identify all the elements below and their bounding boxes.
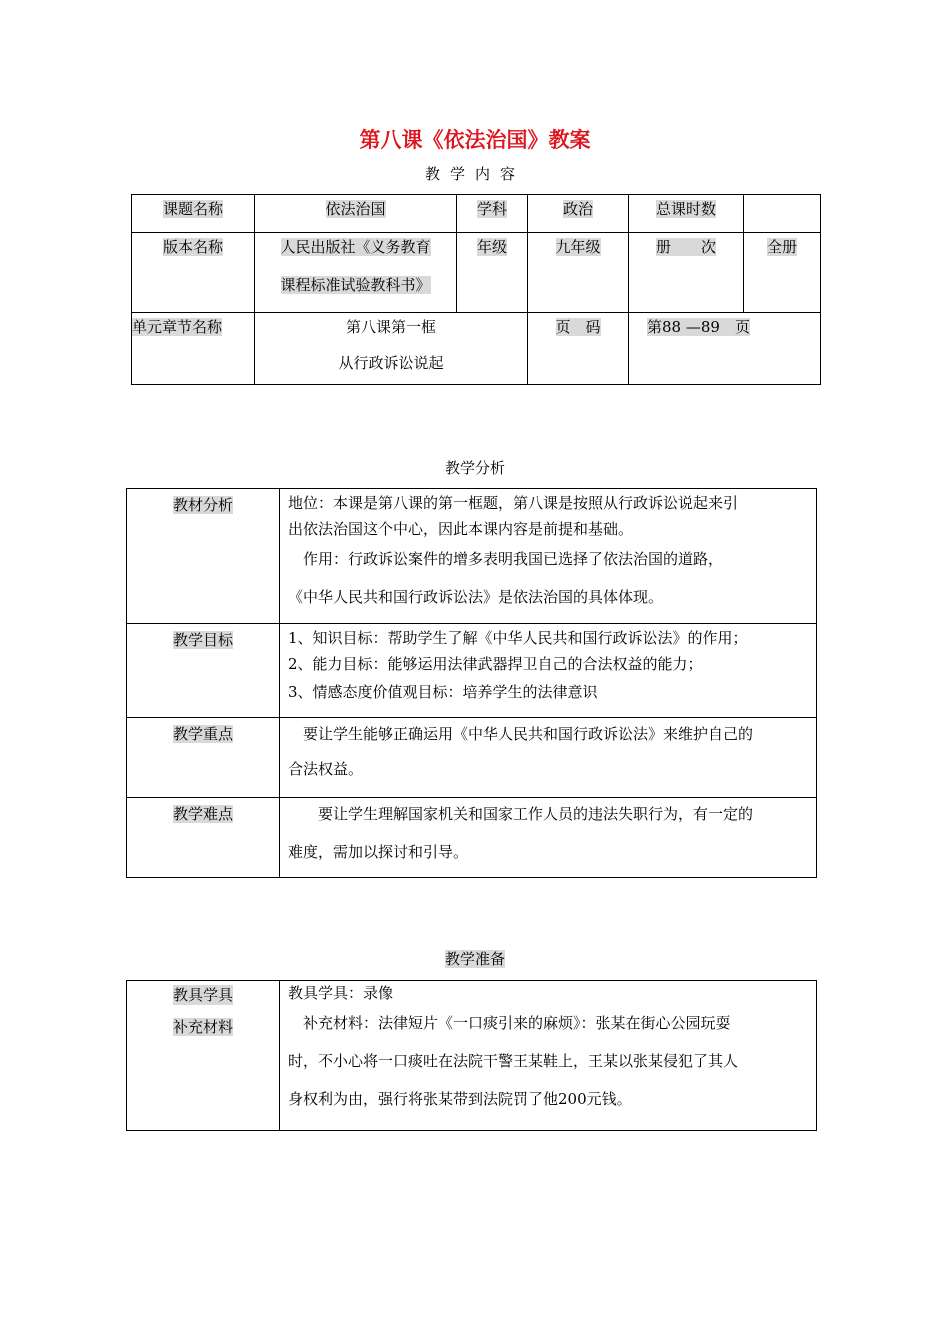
label-teaching-tools: 教具学具 补充材料 [127,981,280,1131]
label-edition-name: 版本名称 [132,233,255,313]
teaching-analysis-table [126,488,817,878]
label-teaching-difficulty: 教学难点 [127,798,280,878]
teaching-focus-content: 要让学生能够正确运用《中华人民共和国行政诉讼法》来维护自己的 合法权益。 [280,718,817,798]
volume-value: 全册 [744,233,821,313]
page-range-value: 第88 —89 页 [629,313,821,385]
material-analysis-content: 地位：本课是第八课的第一框题，第八课是按照从行政诉讼说起来引 出依法治国这个中心，因此本课内容是前提和基础。 作用：行政诉讼案件的增多表明我国已选择了依法治国的道路， 《中华人民共和国行政诉讼法》是依法治国的具体体现。 [280,489,817,624]
label-subject: 学科 [457,195,528,233]
section-heading-teaching-analysis: 教学分析 [444,459,505,477]
subject-value: 政治 [528,195,629,233]
label-teaching-objectives: 教学目标 [127,624,280,718]
label-page: 页 码 [528,313,629,385]
label-total-hours: 总课时数 [629,195,744,233]
label-course-name: 课题名称 [132,195,255,233]
grade-value: 九年级 [528,233,629,313]
teaching-preparation-content: 教具学具：录像 补充材料：法律短片《一口痰引来的麻烦》：张某在街心公园玩耍 时，不小心将一口痰吐在法院干警王某鞋上，王某以张某侵犯了其人 身权利为由，强行将张某带到法院罚了他200元钱。 [280,981,817,1131]
course-name-value: 依法治国 [255,195,457,233]
section-heading-teaching-content: 教学内容 [424,165,525,183]
document-title: 第八课《依法治国》教案 [359,127,591,152]
teaching-preparation-table [126,980,817,1131]
edition-value: 人民出版社《义务教育 课程标准试验教科书》 [255,233,457,313]
label-volume: 册 次 [629,233,744,313]
teaching-content-table [131,194,821,385]
teaching-objectives-content: 1、知识目标：帮助学生了解《中华人民共和国行政诉讼法》的作用； 2、能力目标：能够运用法律武器捍卫自己的合法权益的能力； 3、情感态度价值观目标：培养学生的法律意识 [280,624,817,718]
label-unit-chapter: 单元章节名称 [132,313,255,385]
teaching-difficulty-content: 要让学生理解国家机关和国家工作人员的违法失职行为，有一定的 难度，需加以探讨和引导。 [280,798,817,878]
label-supplementary-materials: 补充材料 [172,1018,233,1036]
label-material-analysis: 教材分析 [127,489,280,624]
total-hours-value [744,195,821,233]
section-heading-teaching-preparation: 教学准备 [444,950,505,968]
label-grade: 年级 [457,233,528,313]
unit-chapter-value: 第八课第一框 从行政诉讼说起 [255,313,528,385]
label-teaching-focus: 教学重点 [127,718,280,798]
